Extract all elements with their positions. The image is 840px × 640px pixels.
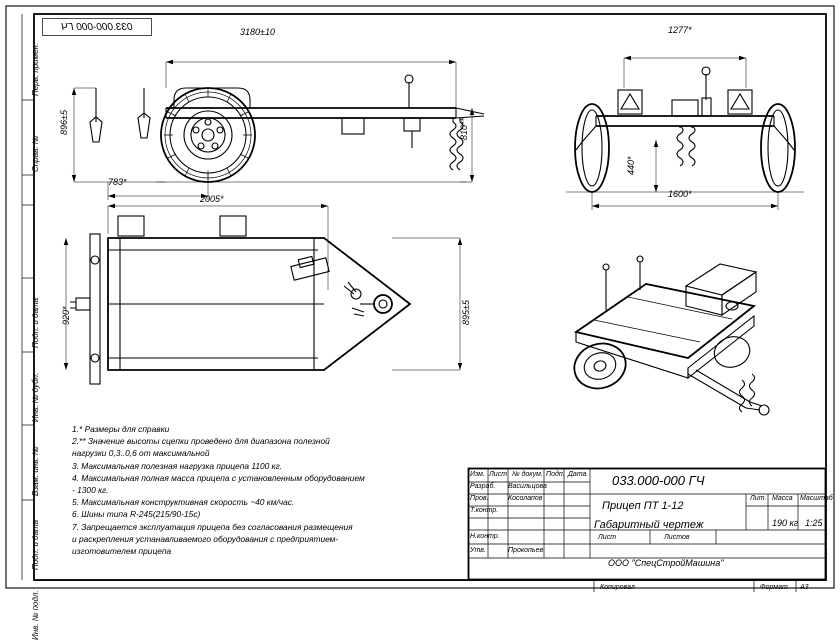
margin-podp-data-2: Подп. и дата — [31, 519, 40, 570]
tb-role-2: Т.контр. — [470, 507, 499, 514]
tb-company: ООО "СпецСтройМашина" — [608, 558, 724, 568]
tb-col-data: Дата — [568, 471, 587, 478]
dim-wheel-dia: 440* — [626, 156, 636, 175]
note-4: 4. Максимальная полная масса прицепа с установленным оборудованием — [72, 472, 365, 483]
note-7c: изготовителем прицепа — [72, 546, 172, 557]
tb-scale-value: 1:25 — [805, 518, 823, 528]
tb-lit-label: Лит. — [750, 495, 767, 502]
note-7b: и раскрепления устанавливаемого оборудования с предприятием- — [72, 533, 339, 544]
tb-role-4: Н.контр. — [470, 533, 500, 540]
tb-col-docnum: № докум. — [512, 471, 543, 478]
notes-block — [72, 423, 472, 557]
dim-front-overhang: 2005* — [200, 194, 224, 204]
dim-track-width: 1600* — [668, 189, 692, 199]
stamp-code-top: 033.000-000 ГЧ — [61, 22, 133, 33]
tb-name-5: Прокопьев — [508, 547, 544, 554]
note-6: 6. Шины типа R-245(215/90-15с) — [72, 509, 201, 520]
note-2b: нагрузки 0,3..0,6 от максимальной — [72, 448, 210, 459]
dim-side-height: 896±5 — [59, 110, 69, 135]
tb-scale-label: Масштаб — [800, 495, 833, 502]
dim-hitch-height: 810** — [459, 117, 469, 140]
note-4b: - 1300 кг. — [72, 485, 109, 496]
margin-inv-podl: Инв. № подл. — [31, 590, 40, 640]
tb-col-list: Лист — [489, 471, 508, 478]
tb-mass-value: 190 кг — [772, 518, 799, 528]
tb-title-sub: Габаритный чертеж — [594, 519, 704, 531]
note-5: 5. Максимальная конструктивная скорость ~40 км/час. — [72, 497, 295, 508]
dim-top-length: 3180±10 — [240, 27, 275, 37]
tb-sheet-label: Лист — [598, 534, 617, 541]
footer-line — [34, 580, 826, 592]
margin-inv-dubl: Инв. № дубл. — [31, 372, 40, 422]
tb-designation: 033.000-000 ГЧ — [612, 473, 705, 488]
tb-copied-label: Копировал — [600, 584, 635, 591]
margin-perv-primen: Перв. примен. — [31, 42, 40, 96]
tb-col-podp: Подп. — [546, 471, 565, 478]
dim-rear-width: 1277* — [668, 25, 692, 35]
tb-role-5: Утв. — [470, 547, 486, 554]
note-3: 3. Максимальная полезная нагрузка прицепа 1100 кг. — [72, 460, 283, 471]
tb-format-label: Формат — [760, 584, 788, 591]
tb-col-izm: Изм. — [470, 471, 485, 478]
isometric-view-drawing — [536, 240, 826, 420]
plan-view-drawing — [56, 190, 486, 420]
tb-role-0: Разраб. — [470, 483, 496, 490]
margin-podp-data: Подп. и дата — [31, 297, 40, 348]
tb-format-value: А3 — [800, 584, 809, 591]
tb-sheets-label: Листов — [664, 534, 690, 541]
note-2: 2.** Значение высоты сцепки проведено для диапазона полезной — [72, 436, 330, 447]
tb-name-0: Васильцова — [508, 483, 547, 490]
note-7: 7. Запрещается эксплуатация прицепа без согласования размещения — [72, 521, 353, 532]
dim-plan-length: 895±5 — [461, 300, 471, 325]
tb-name-1: Косолапов — [508, 495, 543, 502]
dim-plan-width: 920* — [61, 306, 71, 325]
tb-role-1: Пров. — [470, 495, 489, 502]
tb-title-main: Прицеп ПТ 1-12 — [602, 500, 684, 512]
margin-vzam-inv: Взам. инв. № — [31, 446, 40, 496]
tb-mass-label: Масса — [772, 495, 793, 502]
margin-sprav-no: Справ. № — [31, 135, 40, 172]
rear-view-drawing — [556, 30, 816, 210]
note-1: 1.* Размеры для справки — [72, 424, 170, 434]
dim-wheelbase: 783* — [108, 177, 127, 187]
